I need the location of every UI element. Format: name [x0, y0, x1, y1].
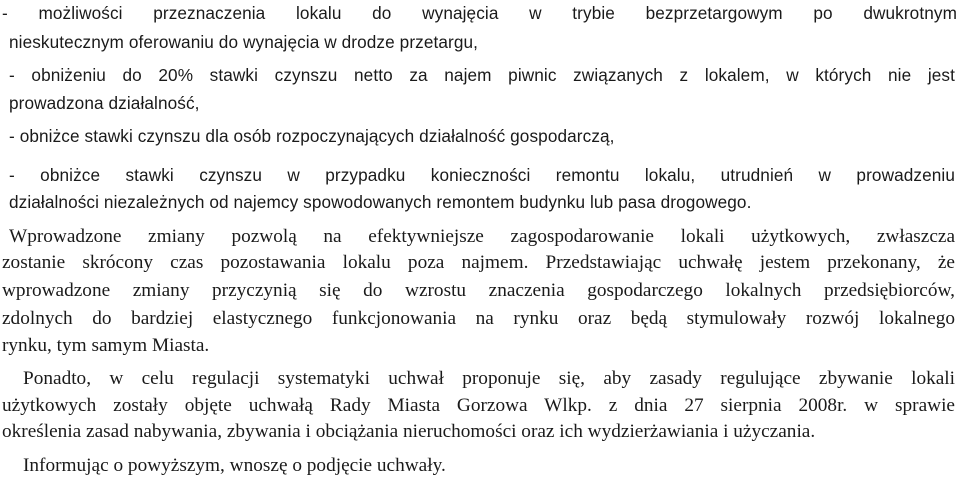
paragraph-1-line-1: Wprowadzone zmiany pozwolą na efektywniejsze zagospodarowanie lokali użytkowych, zwłaszcza: [9, 226, 955, 247]
paragraph-3-line-1: Informując o powyższym, wnoszę o podjęcie uchwały.: [23, 455, 446, 476]
bullet-2-line-1: - obniżeniu do 20% stawki czynszu netto za najem piwnic związanych z lokalem, w których nie jest: [9, 65, 955, 85]
bullet-1-line-2: nieskutecznym oferowaniu do wynajęcia w drodze przetargu,: [9, 32, 479, 52]
paragraph-2-line-2: użytkowych zostały objęte uchwałą Rady Miasta Gorzowa Wlkp. z dnia 27 sierpnia 2008r. w sprawie: [2, 395, 955, 416]
paragraph-2-line-3: określenia zasad nabywania, zbywania i obciążania nieruchomości oraz ich wydzierżawiania i użyczania.: [2, 421, 816, 442]
bullet-4-line-1: - obniżce stawki czynszu w przypadku konieczności remontu lokalu, utrudnień w prowadzeniu: [9, 165, 955, 185]
paragraph-1-line-3: wprowadzone zmiany przyczynią się do wzrostu znaczenia gospodarczego lokalnych przedsiębiorców,: [2, 280, 955, 301]
bullet-2-line-2: prowadzona działalność,: [9, 93, 200, 113]
bullet-4-line-2: działalności niezależnych od najemcy spowodowanych remontem budynku lub pasa drogowego.: [9, 192, 752, 212]
bullet-1-line-1: - możliwości przeznaczenia lokalu do wynajęcia w trybie bezprzetargowym po dwukrotnym: [2, 3, 957, 23]
bullet-3-line-1: - obniżce stawki czynszu dla osób rozpoczynających działalność gospodarczą,: [9, 126, 615, 146]
paragraph-1-line-5: rynku, tym samym Miasta.: [2, 335, 210, 356]
paragraph-1-line-2: zostanie skrócony czas pozostawania lokalu poza najmem. Przedstawiając uchwałę jestem przekonany, że: [2, 252, 955, 273]
paragraph-2-line-1: Ponadto, w celu regulacji systematyki uchwał proponuje się, aby zasady regulujące zbywanie lokali: [23, 368, 955, 389]
paragraph-1-line-4: zdolnych do bardziej elastycznego funkcjonowania na rynku oraz będą stymulowały rozwój lokalnego: [2, 308, 955, 329]
